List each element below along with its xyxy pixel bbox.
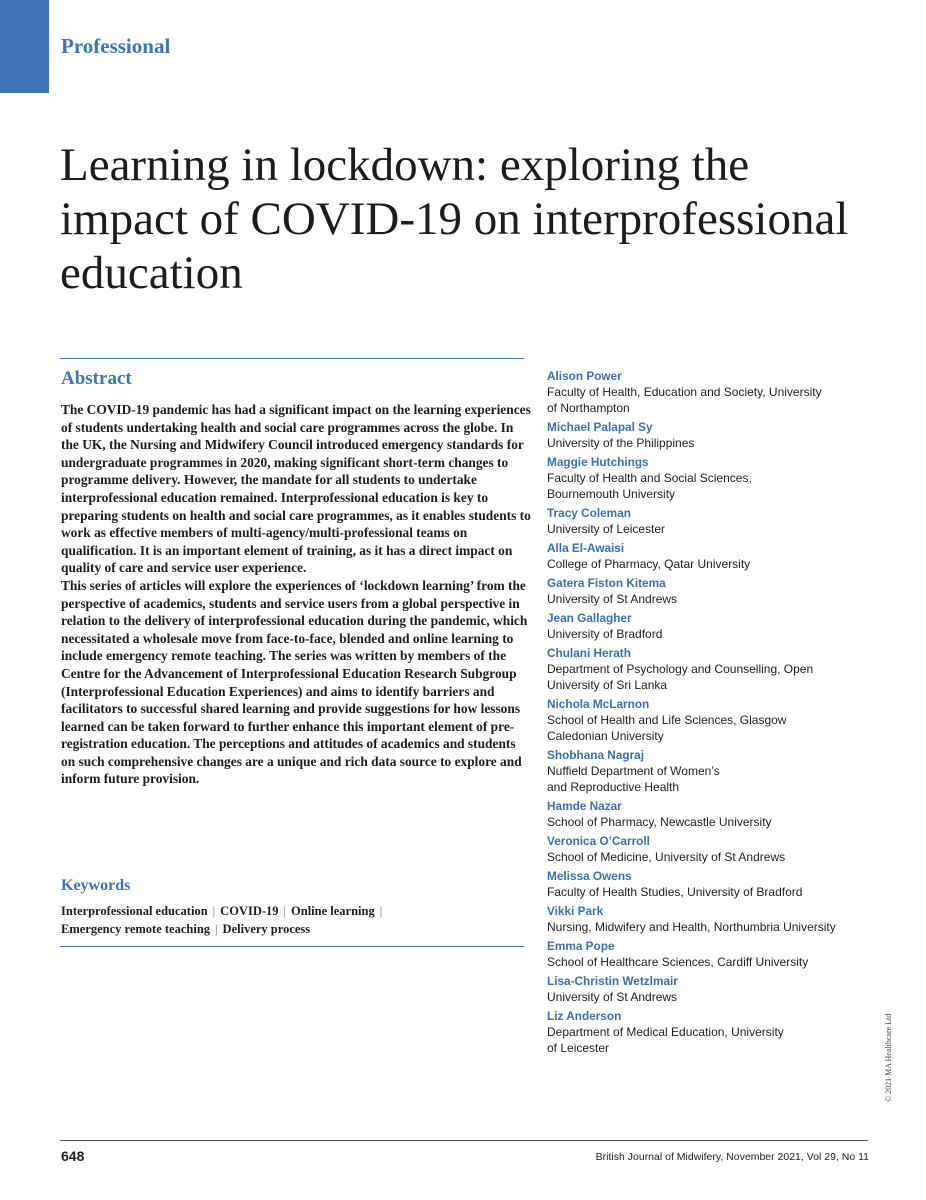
keyword-item: COVID-19	[220, 904, 279, 918]
author-name: Alison Power	[547, 369, 622, 383]
keywords-divider	[60, 946, 524, 947]
author-entry	[547, 610, 877, 642]
author-affiliation: School of Pharmacy, Newcastle University	[547, 815, 772, 829]
author-list	[547, 368, 877, 1059]
author-affiliation: School of Medicine, University of St Andrews	[547, 850, 786, 864]
author-affiliation: University of the Philippines	[547, 436, 695, 450]
author-affiliation: Department of Medical Education, University of Leicester	[547, 1025, 784, 1055]
author-entry	[547, 454, 877, 502]
author-name: Chulani Herath	[547, 646, 631, 660]
keyword-item: Emergency remote teaching	[61, 922, 211, 936]
author-name: Gatera Fiston Kitema	[547, 576, 666, 590]
author-affiliation: University of St Andrews	[547, 990, 678, 1004]
author-name: Shobhana Nagraj	[547, 748, 645, 762]
keywords-list	[61, 902, 521, 938]
author-entry	[547, 696, 877, 744]
author-entry	[547, 368, 877, 416]
journal-citation: British Journal of Midwifery, November 2021, Vol 29, No 11	[595, 1151, 869, 1163]
author-name: Lisa-Christin Wetzlmair	[547, 974, 678, 988]
author-affiliation: Nuffield Department of Women’s and Reproductive Health	[547, 764, 720, 794]
section-label: Professional	[61, 34, 171, 58]
footer-divider	[60, 1140, 868, 1141]
keyword-item: Interprofessional education	[61, 904, 208, 918]
author-affiliation: Department of Psychology and Counselling, Open University of Sri Lanka	[547, 662, 814, 692]
author-entry	[547, 575, 877, 607]
keyword-separator: |	[283, 904, 287, 918]
author-name: Liz Anderson	[547, 1009, 622, 1023]
author-name: Hamde Nazar	[547, 799, 622, 813]
author-name: Nichola McLarnon	[547, 697, 650, 711]
author-affiliation: Faculty of Health, Education and Society, University of Northampton	[547, 385, 822, 415]
author-affiliation: College of Pharmacy, Qatar University	[547, 557, 751, 571]
article-title: Learning in lockdown: exploring the impact of COVID-19 on interprofessional education	[60, 139, 849, 299]
keyword-separator: |	[379, 904, 383, 918]
author-name: Jean Gallagher	[547, 611, 632, 625]
author-affiliation: School of Health and Life Sciences, Glasgow Caledonian University	[547, 713, 787, 743]
author-name: Veronica O’Carroll	[547, 834, 650, 848]
author-name: Vikki Park	[547, 904, 604, 918]
author-name: Maggie Hutchings	[547, 455, 649, 469]
author-entry	[547, 868, 877, 900]
author-name: Emma Pope	[547, 939, 615, 953]
page-number: 648	[61, 1148, 85, 1164]
author-entry	[547, 645, 877, 693]
author-name: Tracy Coleman	[547, 506, 631, 520]
abstract-paragraph-1: The COVID-19 pandemic has had a significant impact on the learning experiences of students undertaking health and social care programmes across the globe. In the UK, the Nursing and Midwifery Council introduced emergency standards for undergraduate programmes in 2020, making significant short-term changes to programme delivery. However, the mandate for all students to undertake interprofessional education remained. Interprofessional education is key to preparing students on health and social care programmes, as it enables students to work as effective members of multi-agency/multi-professional teams on qualification. It is an important element of training, as it has a direct impact on quality of care and service user experience.	[61, 402, 531, 576]
author-affiliation: University of St Andrews	[547, 592, 678, 606]
abstract-body	[61, 401, 531, 788]
author-entry	[547, 973, 877, 1005]
author-entry	[547, 1008, 877, 1056]
author-name: Michael Palapal Sy	[547, 420, 653, 434]
author-name: Alla El-Awaisi	[547, 541, 625, 555]
abstract-divider	[60, 358, 524, 359]
author-entry	[547, 747, 877, 795]
author-entry	[547, 938, 877, 970]
author-affiliation: University of Bradford	[547, 627, 663, 641]
author-affiliation: Faculty of Health Studies, University of Bradford	[547, 885, 803, 899]
abstract-paragraph-2: This series of articles will explore the experiences of ‘lockdown learning’ from the perspective of academics, students and service users from a global perspective in relation to the delivery of interprofessional education during the pandemic, which necessitated a wholesale move from face-to-face, blended and online learning to include emergency remote teaching. The series was written by members of the Centre for the Advancement of Interprofessional Education Research Subgroup (Interprofessional Education Experiences) and aims to identify barriers and facilitators to successful shared learning and provide suggestions for how lessons learned can be taken forward to further enhance this important element of pre-registration education. The perceptions and attitudes of academics and students on such comprehensive changes are a unique and rich data source to explore and inform future provision.	[61, 577, 528, 787]
keyword-item: Delivery process	[222, 922, 311, 936]
abstract-heading: Abstract	[61, 368, 132, 389]
author-name: Melissa Owens	[547, 869, 632, 883]
author-entry	[547, 419, 877, 451]
keyword-item: Online learning	[291, 904, 375, 918]
author-affiliation: School of Healthcare Sciences, Cardiff University	[547, 955, 809, 969]
keywords-heading: Keywords	[61, 877, 131, 894]
author-entry	[547, 798, 877, 830]
author-entry	[547, 540, 877, 572]
author-entry	[547, 833, 877, 865]
keyword-separator: |	[212, 904, 216, 918]
copyright-notice: © 2021 MA Healthcare Ltd	[884, 1013, 893, 1102]
author-affiliation: University of Leicester	[547, 522, 666, 536]
author-affiliation: Faculty of Health and Social Sciences, Bournemouth University	[547, 471, 752, 501]
author-entry	[547, 505, 877, 537]
section-color-tab	[0, 0, 49, 93]
author-entry	[547, 903, 877, 935]
keyword-separator: |	[215, 922, 218, 936]
author-affiliation: Nursing, Midwifery and Health, Northumbria University	[547, 920, 836, 934]
